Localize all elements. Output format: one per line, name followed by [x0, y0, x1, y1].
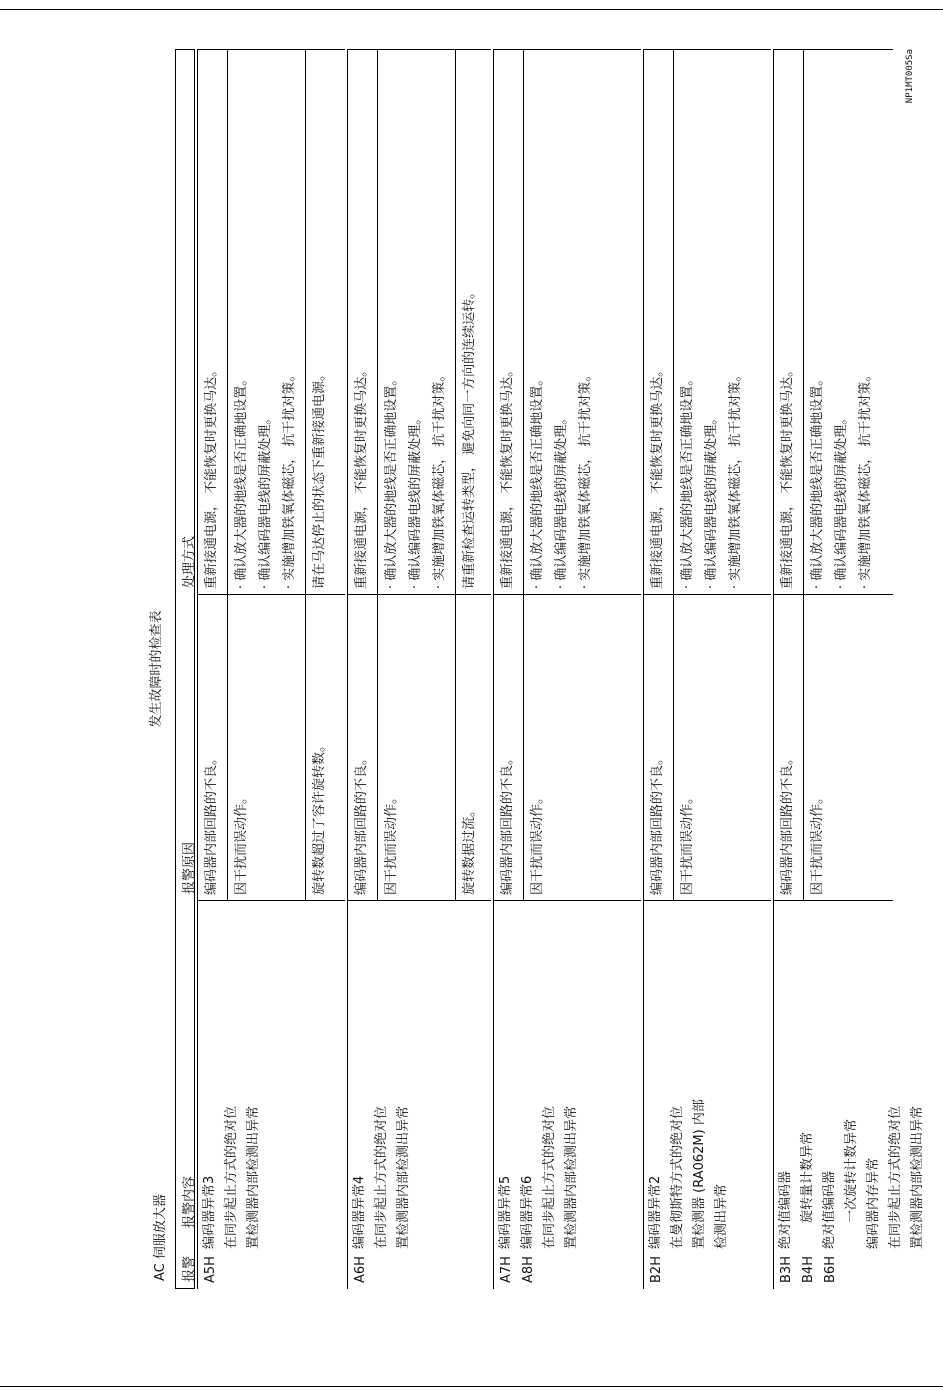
alarm-content-line: 编码器异常4	[352, 1175, 367, 1249]
alarm-content-line: 旋转量计数异常	[800, 1131, 815, 1249]
remedy-line: 重新接通电源， 不能恢复时更换马达。	[354, 363, 369, 589]
alarm-remedy	[458, 286, 482, 589]
column-divider	[493, 900, 641, 901]
remedy-line: · 确认编码器电线的屏蔽处理。	[408, 411, 423, 589]
column-divider	[493, 594, 641, 595]
alarm-content-line: 编码器异常2	[648, 1175, 663, 1249]
remedy-line: 重新接通电源， 不能恢复时更换马达。	[650, 363, 665, 589]
alarm-cause: 因干扰而误动作。	[680, 790, 695, 895]
alarm-content-line: 置检测器内部检测出异常	[396, 1105, 411, 1249]
alarm-group	[493, 49, 641, 1289]
page-title: 发生故障时的检查表	[149, 610, 164, 728]
header-code: 报警	[182, 1255, 197, 1282]
remedy-line: · 实施增加铁氧体磁芯， 抗干扰对策。	[728, 368, 743, 589]
alarm-content-line: 置检测器内部检测出异常	[246, 1105, 261, 1249]
remedy-line: 重新接通电源， 不能恢复时更换马达。	[500, 363, 515, 589]
alarm-content-line: 编码器异常6	[520, 1175, 535, 1249]
alarm-content	[199, 1106, 265, 1249]
alarm-remedy	[646, 364, 670, 589]
row-divider	[523, 49, 524, 901]
remedy-line: · 确认编码器电线的屏蔽处理。	[258, 411, 273, 589]
header-remedy: 处理方式	[182, 535, 197, 588]
alarm-content-line: 置检测器内部检测出异常	[564, 1105, 579, 1249]
alarm-code: A7H	[499, 1256, 514, 1283]
alarm-code: B6H	[823, 1256, 838, 1283]
alarm-cause: 因干扰而误动作。	[810, 790, 825, 895]
alarm-content-line: 在同步起止方式的绝对位	[224, 1105, 239, 1249]
column-divider	[347, 900, 491, 901]
alarm-content	[495, 1106, 583, 1249]
alarm-code: A6H	[353, 1256, 368, 1283]
row-divider	[305, 49, 306, 901]
page-subtitle: AC 伺服放大器	[153, 1194, 168, 1281]
remedy-line: · 实施增加铁氧体磁芯， 抗干扰对策。	[578, 368, 593, 589]
alarm-remedy	[350, 364, 374, 589]
remedy-line: · 确认编码器电线的屏蔽处理。	[704, 411, 719, 589]
table-header	[175, 49, 195, 1289]
row-divider	[803, 49, 804, 901]
alarm-content	[775, 1106, 929, 1249]
column-divider	[773, 594, 893, 595]
alarm-content-line: 在同步起止方式的绝对位	[542, 1105, 557, 1249]
remedy-line: · 确认放大器的地线是否正确地设置。	[810, 372, 825, 589]
column-divider	[347, 594, 491, 595]
alarm-group	[197, 49, 345, 1289]
alarm-content-line: 置检测器 (RA062M) 内部	[692, 1099, 707, 1249]
bottom-rule	[0, 1386, 943, 1387]
alarm-content	[349, 1106, 415, 1249]
alarm-code: A5H	[203, 1256, 218, 1283]
alarm-remedy	[230, 369, 302, 589]
remedy-line: 请在马达停止的状态下重新接通电源。	[312, 367, 327, 589]
remedy-line: · 实施增加铁氧体磁芯， 抗干扰对策。	[282, 368, 297, 589]
alarm-content-line: 在同步起止方式的绝对位	[888, 1105, 903, 1249]
row-divider	[227, 49, 228, 901]
top-rule	[0, 9, 943, 10]
column-divider	[197, 900, 345, 901]
alarm-cause: 因干扰而误动作。	[234, 790, 249, 895]
doc-note: NP1MT005Sa	[905, 49, 915, 104]
remedy-line: · 确认放大器的地线是否正确地设置。	[234, 372, 249, 589]
alarm-content-line: 置检测器内部检测出异常	[910, 1105, 925, 1249]
alarm-cause: 编码器内部回路的不良。	[500, 751, 515, 895]
alarm-remedy	[308, 368, 332, 589]
row-divider	[377, 49, 378, 901]
remedy-line: · 实施增加铁氧体磁芯， 抗干扰对策。	[858, 368, 873, 589]
alarm-remedy	[380, 369, 452, 589]
alarm-cause: 编码器内部回路的不良。	[204, 751, 219, 895]
remedy-line: 重新接通电源， 不能恢复时更换马达。	[780, 363, 795, 589]
alarm-cause: 因干扰而误动作。	[384, 790, 399, 895]
remedy-line: 请重新检查运转类型， 避免向同一方向的连续运转。	[462, 285, 477, 589]
header-content: 报警内容	[182, 1175, 197, 1228]
alarm-content-line: 在曼彻斯特方式的绝对位	[670, 1105, 685, 1249]
remedy-line: · 实施增加铁氧体磁芯， 抗干扰对策。	[432, 368, 447, 589]
alarm-code: B3H	[779, 1256, 794, 1283]
alarm-group	[347, 49, 491, 1289]
alarm-code: A8H	[521, 1256, 536, 1283]
remedy-line: 重新接通电源， 不能恢复时更换马达。	[204, 363, 219, 589]
alarm-code: B2H	[649, 1256, 664, 1283]
alarm-code: B4H	[801, 1256, 816, 1283]
alarm-group	[643, 49, 771, 1289]
alarm-cause: 编码器内部回路的不良。	[650, 751, 665, 895]
column-divider	[643, 900, 771, 901]
alarm-content-line: 编码器异常3	[202, 1175, 217, 1249]
remedy-line: · 确认放大器的地线是否正确地设置。	[384, 372, 399, 589]
column-divider	[643, 594, 771, 595]
alarm-content-line: 在同步起止方式的绝对位	[374, 1105, 389, 1249]
alarm-content-line: 绝对值编码器	[778, 1170, 793, 1249]
alarm-content-line: 绝对值编码器	[822, 1170, 837, 1249]
alarm-cause: 因干扰而误动作。	[530, 790, 545, 895]
alarm-remedy	[806, 369, 878, 589]
column-divider	[197, 594, 345, 595]
alarm-content-line: 编码器异常5	[498, 1175, 513, 1249]
alarm-content-line: 编码器内存异常	[866, 1157, 881, 1249]
alarm-content	[645, 1099, 733, 1249]
column-divider	[773, 900, 893, 901]
header-cause: 报警原因	[182, 841, 197, 894]
alarm-remedy	[200, 364, 224, 589]
alarm-cause: 旋转数据过流。	[462, 803, 477, 895]
row-divider	[455, 49, 456, 901]
row-divider	[673, 49, 674, 901]
remedy-line: · 确认编码器电线的屏蔽处理。	[834, 411, 849, 589]
alarm-cause: 编码器内部回路的不良。	[780, 751, 795, 895]
alarm-cause: 编码器内部回路的不良。	[354, 751, 369, 895]
inspection-table	[149, 49, 925, 1289]
alarm-content-line: 检测出异常	[714, 1183, 729, 1249]
alarm-cause: 旋转数超过了容许旋转数。	[312, 738, 327, 895]
remedy-line: · 确认编码器电线的屏蔽处理。	[554, 411, 569, 589]
alarm-remedy	[676, 369, 748, 589]
alarm-remedy	[776, 364, 800, 589]
remedy-line: · 确认放大器的地线是否正确地设置。	[680, 372, 695, 589]
remedy-line: · 确认放大器的地线是否正确地设置。	[530, 372, 545, 589]
alarm-remedy	[496, 364, 520, 589]
alarm-content-line: 一次旋转计数异常	[844, 1118, 859, 1249]
alarm-remedy	[526, 369, 598, 589]
